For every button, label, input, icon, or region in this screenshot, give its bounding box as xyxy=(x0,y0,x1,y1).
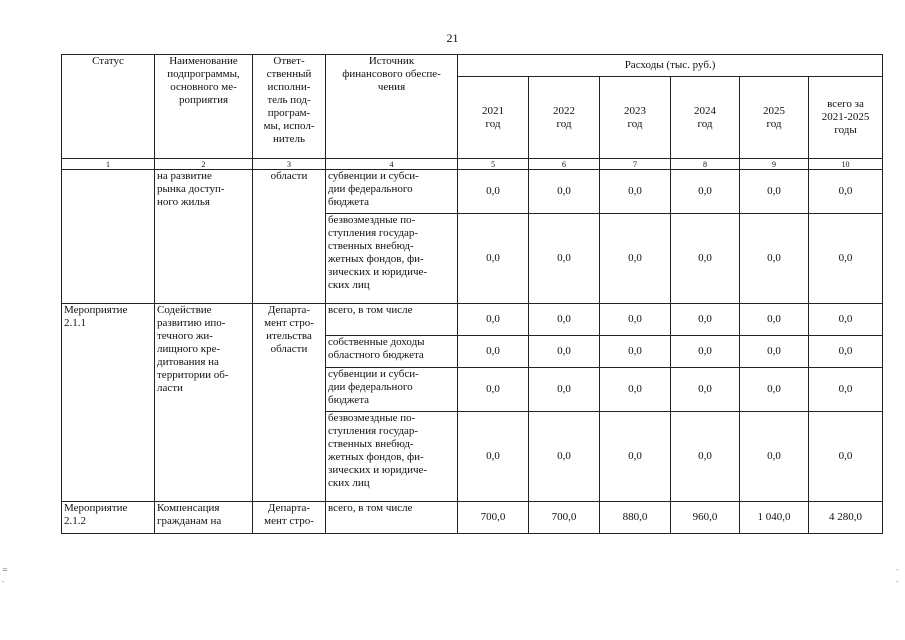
cell-text-line: исполни- xyxy=(267,81,311,93)
row-value: 0,0 xyxy=(671,336,740,368)
row-value: 0,0 xyxy=(671,368,740,412)
cell-text-line: Мероприятие xyxy=(64,502,128,514)
column-number: 3 xyxy=(253,159,326,170)
column-number: 7 xyxy=(600,159,671,170)
cell-text-line: ственных внебюд- xyxy=(328,438,414,450)
cell-text-line: ступления государ- xyxy=(328,227,419,239)
row-value: 0,0 xyxy=(529,170,600,214)
row-status xyxy=(62,304,155,502)
cell-text-line: финансового обеспе- xyxy=(342,68,441,80)
cell-text-line: территории об- xyxy=(157,369,229,381)
row-value-total: 0,0 xyxy=(809,170,883,214)
header-expenses: Расходы (тыс. руб.) xyxy=(458,55,883,77)
row-value-total: 0,0 xyxy=(809,214,883,304)
row-value-total: 0,0 xyxy=(809,336,883,368)
cell-text-line: субвенции и субси- xyxy=(328,170,419,182)
row-value: 0,0 xyxy=(740,412,809,502)
row-funding-source xyxy=(326,368,458,412)
table-body xyxy=(62,170,883,534)
header-year-2023: 2023 год xyxy=(600,77,671,159)
cell-text-line: Ответ- xyxy=(273,55,305,67)
row-value: 0,0 xyxy=(671,412,740,502)
cell-text-line: бюджета xyxy=(328,196,370,208)
row-value-total: 4 280,0 xyxy=(809,502,883,534)
row-value: 0,0 xyxy=(671,170,740,214)
row-value: 0,0 xyxy=(529,336,600,368)
cell-text-line: мы, испол- xyxy=(263,120,315,132)
cell-text-line: 2021-2025 xyxy=(821,111,870,123)
column-number: 1 xyxy=(62,159,155,170)
edge-mark: = xyxy=(2,566,8,574)
row-value-total: 0,0 xyxy=(809,368,883,412)
header-year-2021: 2021 год xyxy=(458,77,529,159)
row-status xyxy=(62,170,155,304)
row-value-total: 0,0 xyxy=(809,304,883,336)
edge-mark: - xyxy=(896,578,899,586)
table-row xyxy=(62,304,883,336)
row-value: 0,0 xyxy=(671,214,740,304)
cell-text-line: дии федерального xyxy=(328,381,413,393)
row-responsible xyxy=(253,502,326,534)
edge-mark: - xyxy=(896,566,899,574)
cell-text-line: дитования на xyxy=(157,356,219,368)
cell-text-line: основного ме- xyxy=(170,81,237,93)
column-number: 4 xyxy=(326,159,458,170)
edge-mark: - xyxy=(2,578,5,586)
row-value: 0,0 xyxy=(600,412,671,502)
row-funding-source xyxy=(326,304,458,336)
cell-text-line: подпрограммы, xyxy=(167,68,240,80)
row-value: 1 040,0 xyxy=(740,502,809,534)
expenses-table xyxy=(61,54,883,534)
cell-text-line: 2.1.1 xyxy=(64,317,86,329)
table-row xyxy=(62,170,883,214)
cell-text-line: гражданам на xyxy=(157,515,222,527)
row-value: 0,0 xyxy=(458,304,529,336)
cell-text-line: зических и юридиче- xyxy=(328,464,428,476)
cell-text-line: чения xyxy=(377,81,406,93)
cell-text-line: Наименование xyxy=(169,55,238,67)
header-year-2024: 2024 год xyxy=(671,77,740,159)
column-number: 10 xyxy=(809,159,883,170)
row-name xyxy=(155,170,253,304)
column-number: 6 xyxy=(529,159,600,170)
row-value: 0,0 xyxy=(458,170,529,214)
row-value: 0,0 xyxy=(529,368,600,412)
cell-text-line: Источник xyxy=(368,55,415,67)
cell-text-line: рынка доступ- xyxy=(157,183,225,195)
header-status: Статус xyxy=(62,55,155,159)
page-number: 21 xyxy=(446,31,459,45)
row-responsible xyxy=(253,304,326,502)
header-name xyxy=(155,55,253,159)
cell-text-line: Мероприятие xyxy=(64,304,128,316)
row-value: 0,0 xyxy=(458,412,529,502)
cell-text-line: ного жилья xyxy=(157,196,210,208)
row-name xyxy=(155,304,253,502)
row-value: 0,0 xyxy=(529,412,600,502)
row-value: 0,0 xyxy=(600,304,671,336)
cell-text-line: 2.1.2 xyxy=(64,515,86,527)
cell-text-line: Департа- xyxy=(267,502,311,514)
row-value-total: 0,0 xyxy=(809,412,883,502)
cell-text-line: развитию ипо- xyxy=(157,317,226,329)
cell-text-line: мент стро- xyxy=(264,515,314,527)
row-value: 0,0 xyxy=(740,368,809,412)
header-funding-source xyxy=(326,55,458,159)
cell-text-line: ственных внебюд- xyxy=(328,240,414,252)
column-number-row xyxy=(62,159,883,170)
row-funding-source xyxy=(326,214,458,304)
row-funding-source xyxy=(326,170,458,214)
row-value: 0,0 xyxy=(740,170,809,214)
row-funding-source xyxy=(326,412,458,502)
row-value: 0,0 xyxy=(600,336,671,368)
cell-text-line: Департа- xyxy=(267,304,311,316)
cell-text-line: ласти xyxy=(157,382,183,394)
header-year-2022: 2022 год xyxy=(529,77,600,159)
cell-text-line: нитель xyxy=(273,133,305,145)
row-value: 0,0 xyxy=(600,368,671,412)
cell-text-line: области xyxy=(270,343,308,355)
cell-text-line: всего за xyxy=(827,98,864,110)
cell-text-line: на развитие xyxy=(157,170,212,182)
row-value: 0,0 xyxy=(671,304,740,336)
row-value: 0,0 xyxy=(458,336,529,368)
column-number: 2 xyxy=(155,159,253,170)
header-total xyxy=(809,77,883,159)
cell-text-line: области xyxy=(270,170,308,182)
table-row xyxy=(62,502,883,534)
cell-text-line: жетных фондов, фи- xyxy=(328,451,424,463)
row-value: 700,0 xyxy=(458,502,529,534)
row-funding-source xyxy=(326,502,458,534)
column-number: 9 xyxy=(740,159,809,170)
column-number: 8 xyxy=(671,159,740,170)
row-value: 0,0 xyxy=(529,214,600,304)
header-responsible xyxy=(253,55,326,159)
cell-text-line: ских лиц xyxy=(328,279,370,291)
cell-text-line: областного бюджета xyxy=(328,349,424,361)
cell-text-line: Содействие xyxy=(157,304,212,316)
cell-text-line: всего, в том числе xyxy=(328,502,413,514)
cell-text-line: тель под- xyxy=(267,94,311,106)
cell-text-line: собственные доходы xyxy=(328,336,425,348)
cell-text-line: жетных фондов, фи- xyxy=(328,253,424,265)
header-year-2025: 2025 год xyxy=(740,77,809,159)
cell-text-line: бюджета xyxy=(328,394,370,406)
row-value: 880,0 xyxy=(600,502,671,534)
cell-text-line: течного жи- xyxy=(157,330,213,342)
cell-text-line: лищного кре- xyxy=(157,343,221,355)
row-value: 0,0 xyxy=(740,304,809,336)
row-value: 700,0 xyxy=(529,502,600,534)
cell-text-line: годы xyxy=(834,124,857,136)
cell-text-line: зических и юридиче- xyxy=(328,266,428,278)
row-value: 960,0 xyxy=(671,502,740,534)
row-value: 0,0 xyxy=(740,214,809,304)
row-value: 0,0 xyxy=(458,368,529,412)
cell-text-line: дии федерального xyxy=(328,183,413,195)
row-status xyxy=(62,502,155,534)
row-value: 0,0 xyxy=(529,304,600,336)
row-funding-source xyxy=(326,336,458,368)
row-name xyxy=(155,502,253,534)
cell-text-line: мент стро- xyxy=(264,317,314,329)
cell-text-line: ительства xyxy=(266,330,312,342)
table-header xyxy=(62,55,883,170)
row-value: 0,0 xyxy=(458,214,529,304)
cell-text-line: ступления государ- xyxy=(328,425,419,437)
cell-text-line: програм- xyxy=(267,107,311,119)
cell-text-line: безвозмездные по- xyxy=(328,412,416,424)
cell-text-line: ственный xyxy=(266,68,312,80)
cell-text-line: роприятия xyxy=(178,94,229,106)
row-responsible xyxy=(253,170,326,304)
cell-text-line: ских лиц xyxy=(328,477,370,489)
row-value: 0,0 xyxy=(600,214,671,304)
column-number: 5 xyxy=(458,159,529,170)
cell-text-line: субвенции и субси- xyxy=(328,368,419,380)
cell-text-line: Компенсация xyxy=(157,502,220,514)
row-value: 0,0 xyxy=(740,336,809,368)
cell-text-line: безвозмездные по- xyxy=(328,214,416,226)
row-value: 0,0 xyxy=(600,170,671,214)
cell-text-line: всего, в том числе xyxy=(328,304,413,316)
